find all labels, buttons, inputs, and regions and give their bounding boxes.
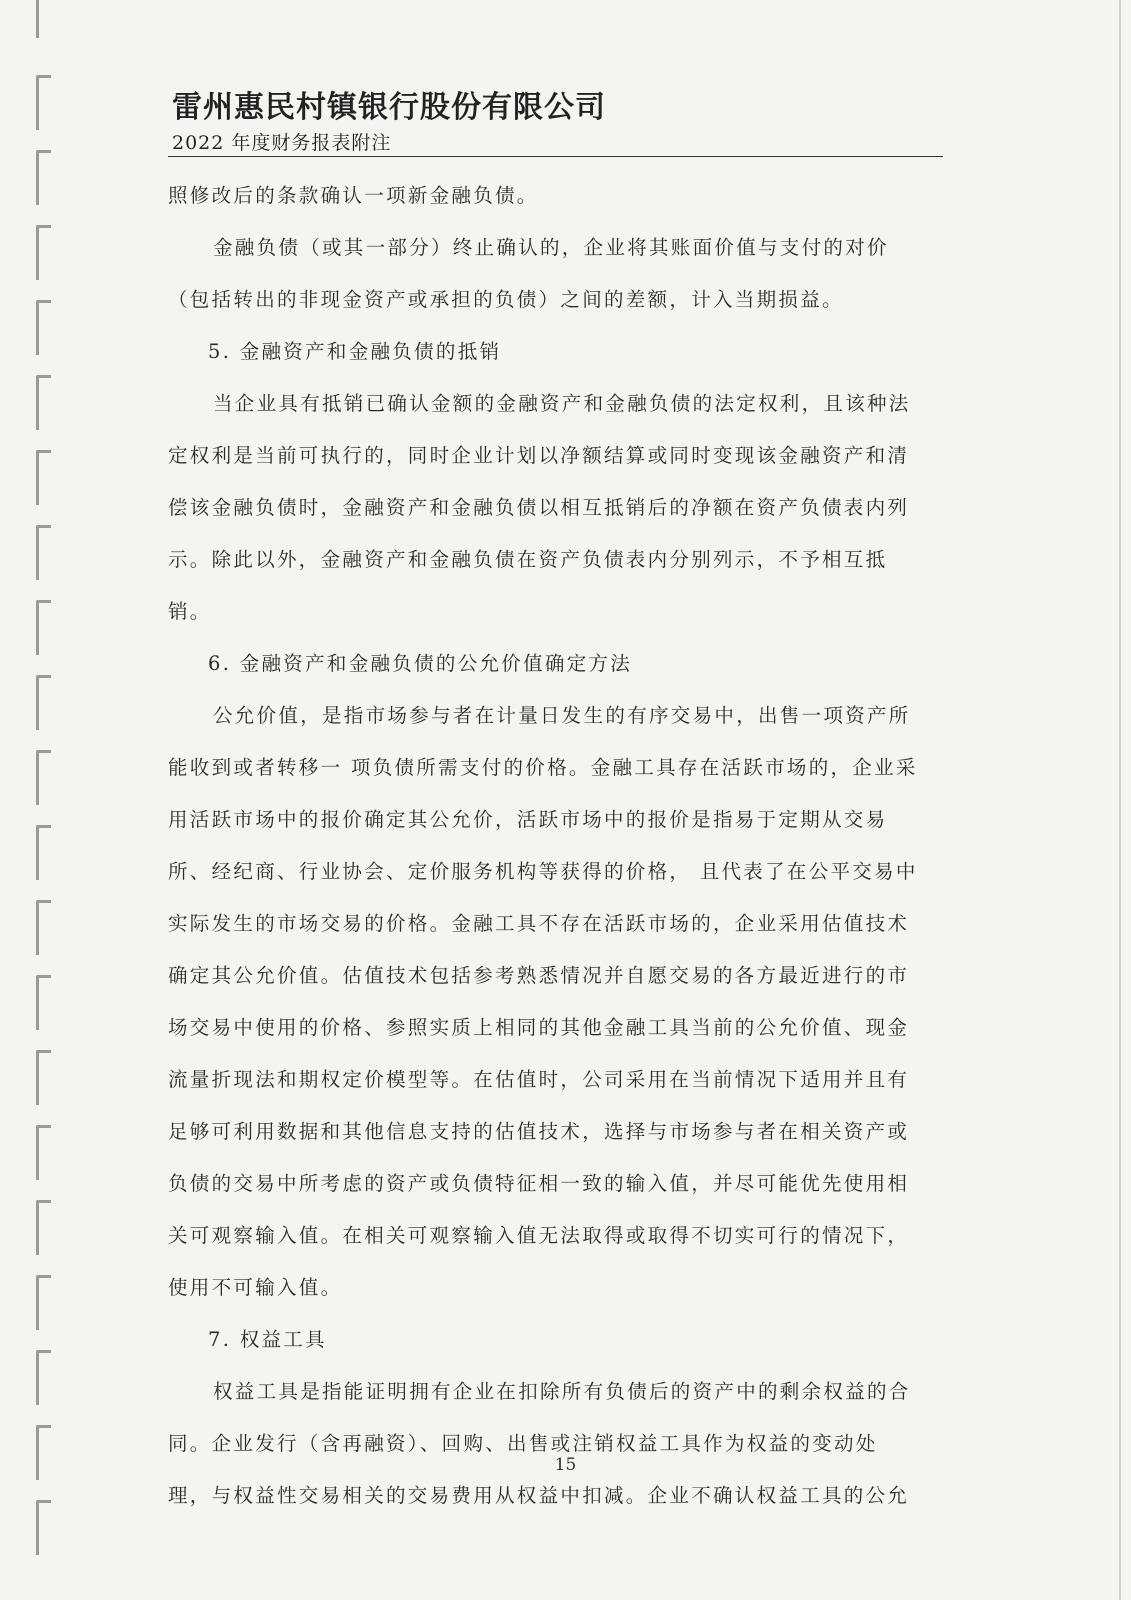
paragraph-line: 能收到或者转移一 项负债所需支付的价格。金融工具存在活跃市场的，企业采 (168, 756, 918, 779)
document-body (168, 170, 943, 1522)
binding-hole (36, 825, 51, 880)
paragraph-line: 确定其公允价值。估值技术包括参考熟悉情况并自愿交易的各方最近进行的市 (168, 964, 910, 987)
binding-hole (36, 675, 51, 730)
binding-hole (36, 1050, 51, 1105)
binding-hole (36, 975, 51, 1030)
binding-hole (36, 375, 51, 430)
page-number: 15 (554, 1455, 577, 1475)
binding-hole (36, 150, 51, 205)
binding-hole (36, 1500, 51, 1555)
paragraph-line: 照修改后的条款确认一项新金融负债。 (168, 184, 539, 207)
binding-hole (36, 600, 51, 655)
binding-hole (36, 0, 51, 38)
paragraph-line: 销。 (168, 600, 212, 623)
binding-hole (36, 900, 51, 955)
binding-holes (22, 0, 62, 1600)
paragraph-line: 公允价值，是指市场参与者在计量日发生的有序交易中，出售一项资产所 (213, 704, 911, 727)
paragraph-line: 流量折现法和期权定价模型等。在估值时，公司采用在当前情况下适用并且有 (168, 1068, 910, 1091)
section-heading: 6. 金融资产和金融负债的公允价值确定方法 (208, 652, 633, 675)
binding-hole (36, 300, 51, 355)
paragraph-line: 同。企业发行（含再融资）、回购、出售或注销权益工具作为权益的变动处 (168, 1432, 878, 1455)
paragraph-line: 偿该金融负债时，金融资产和金融负债以相互抵销后的净额在资产负债表内列 (168, 496, 910, 519)
page-edge (1119, 0, 1121, 1600)
section-heading: 5. 金融资产和金融负债的抵销 (208, 340, 502, 363)
paragraph-line: 关可观察输入值。在相关可观察输入值无法取得或取得不切实可行的情况下， (168, 1224, 910, 1247)
binding-hole (36, 1275, 51, 1330)
paragraph-line: 场交易中使用的价格、参照实质上相同的其他金融工具当前的公允价值、现金 (168, 1016, 910, 1039)
binding-hole (36, 525, 51, 580)
binding-hole (36, 75, 51, 130)
paragraph-line: 理，与权益性交易相关的交易费用从权益中扣减。企业不确认权益工具的公允 (168, 1484, 910, 1507)
binding-hole (36, 450, 51, 505)
binding-hole (36, 225, 51, 280)
paragraph-line: 负债的交易中所考虑的资产或负债特征相一致的输入值，并尽可能优先使用相 (168, 1172, 910, 1195)
paragraph-line: （包括转出的非现金资产或承担的负债）之间的差额，计入当期损益。 (168, 288, 844, 311)
paragraph-line: 实际发生的市场交易的价格。金融工具不存在活跃市场的，企业采用估值技术 (168, 912, 910, 935)
paragraph-line: 权益工具是指能证明拥有企业在扣除所有负债后的资产中的剩余权益的合 (213, 1380, 911, 1403)
paragraph-line: 使用不可输入值。 (168, 1276, 343, 1299)
paragraph-line: 用活跃市场中的报价确定其公允价，活跃市场中的报价是指易于定期从交易 (168, 808, 888, 831)
binding-hole (36, 1350, 51, 1405)
paragraph-line: 金融负债（或其一部分）终止确认的，企业将其账面价值与支付的对价 (213, 236, 889, 259)
header-divider (168, 156, 943, 157)
company-name: 雷州惠民村镇银行股份有限公司 (172, 90, 606, 125)
paragraph-line: 当企业具有抵销已确认金额的金融资产和金融负债的法定权利，且该种法 (213, 392, 911, 415)
paragraph-line: 足够可利用数据和其他信息支持的估值技术，选择与市场参与者在相关资产或 (168, 1120, 910, 1143)
binding-hole (36, 750, 51, 805)
report-subtitle: 2022 年度财务报表附注 (172, 132, 392, 154)
paragraph-line: 定权利是当前可执行的，同时企业计划以净额结算或同时变现该金融资产和清 (168, 444, 910, 467)
binding-hole (36, 1125, 51, 1180)
paragraph-line: 示。除此以外，金融资产和金融负债在资产负债表内分别列示，不予相互抵 (168, 548, 888, 571)
section-heading: 7. 权益工具 (208, 1328, 327, 1351)
binding-hole (36, 1200, 51, 1255)
paragraph-line: 所、经纪商、行业协会、定价服务机构等获得的价格， 且代表了在公平交易中 (168, 860, 918, 883)
